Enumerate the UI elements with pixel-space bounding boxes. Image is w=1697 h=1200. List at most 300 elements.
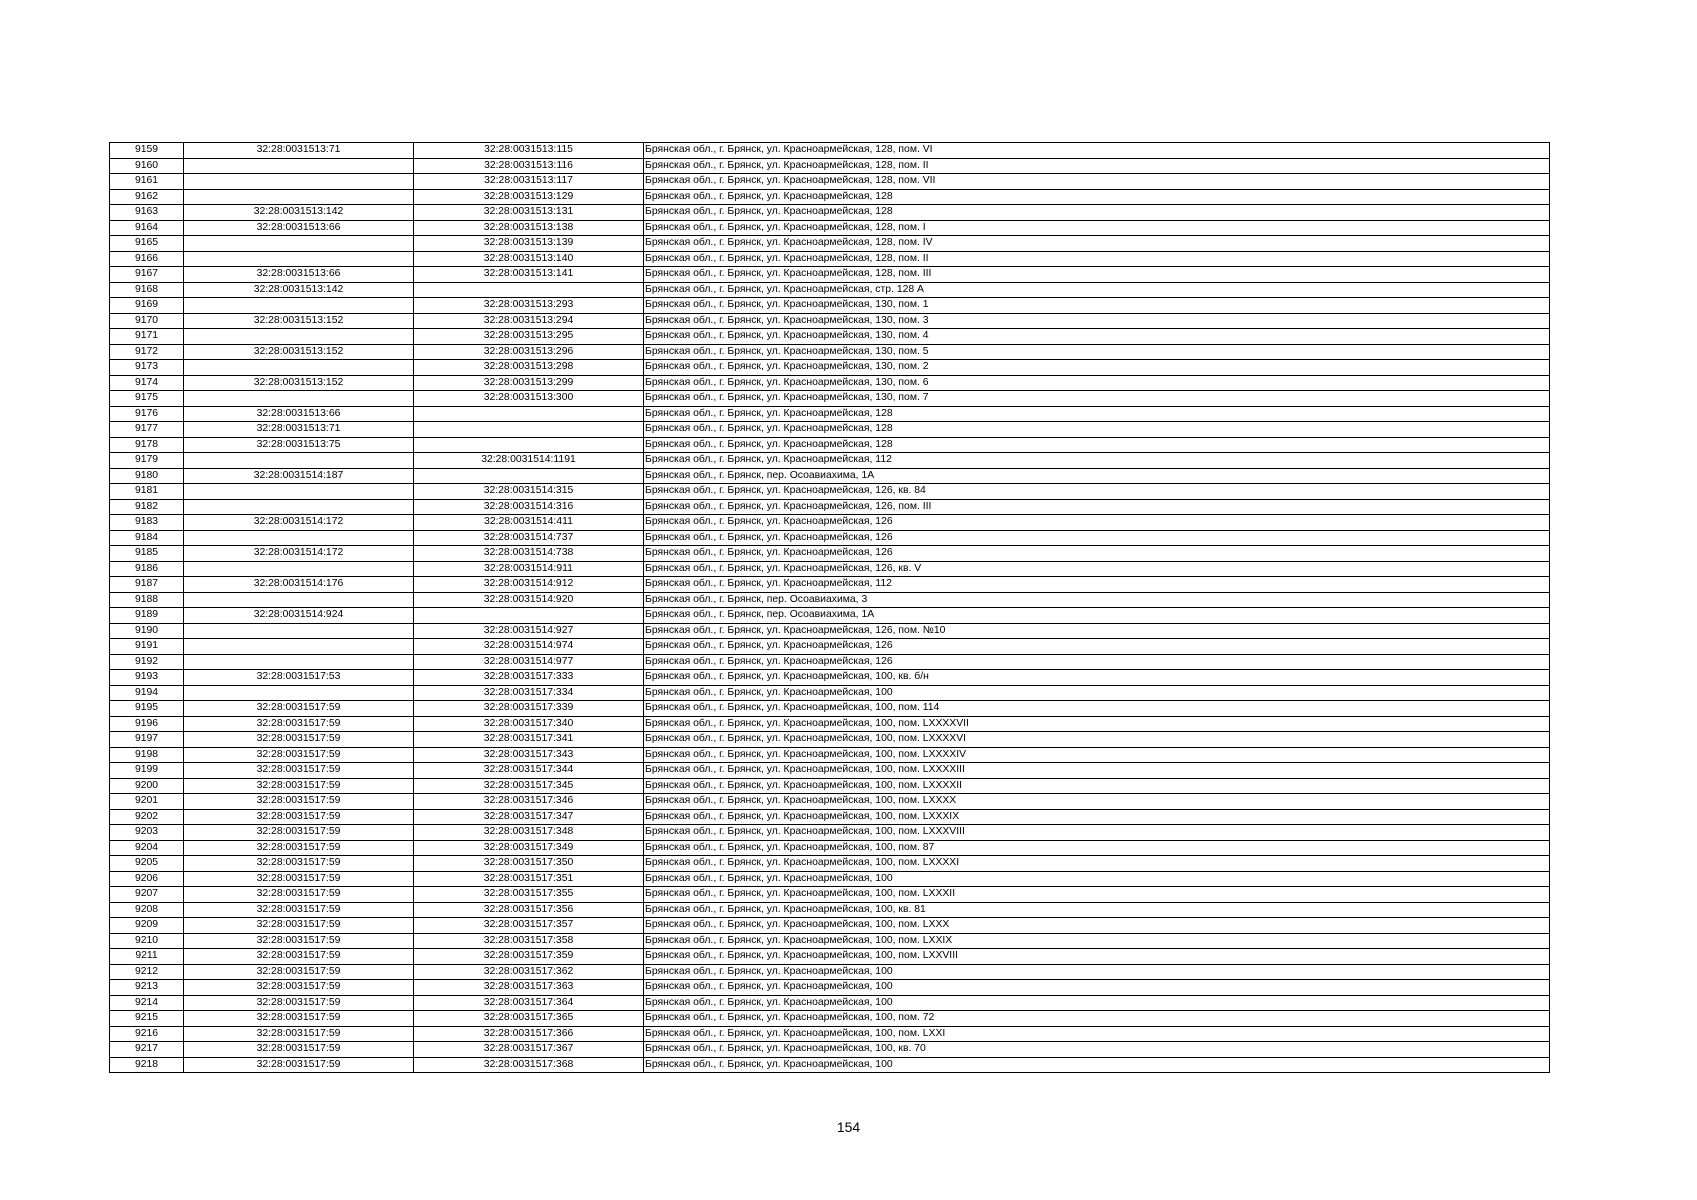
object-number-cell: 32:28:0031514:411	[414, 515, 644, 531]
object-number-cell: 32:28:0031517:340	[414, 716, 644, 732]
address-cell: Брянская обл., г. Брянск, ул. Красноармейская, 128	[644, 422, 1550, 438]
parcel-number-cell: 32:28:0031514:172	[184, 515, 414, 531]
table-row	[110, 143, 1550, 159]
parcel-number-cell: 32:28:0031514:176	[184, 577, 414, 593]
table-row	[110, 949, 1550, 965]
table-row	[110, 468, 1550, 484]
address-cell: Брянская обл., г. Брянск, ул. Красноармейская, 100	[644, 995, 1550, 1011]
table-row	[110, 453, 1550, 469]
row-number-cell: 9208	[110, 902, 184, 918]
object-number-cell: 32:28:0031513:293	[414, 298, 644, 314]
address-cell: Брянская обл., г. Брянск, ул. Красноармейская, 100, пом. LXXXXII	[644, 778, 1550, 794]
row-number-cell: 9215	[110, 1011, 184, 1027]
object-number-cell: 32:28:0031513:116	[414, 158, 644, 174]
object-number-cell: 32:28:0031513:131	[414, 205, 644, 221]
table-row	[110, 639, 1550, 655]
parcel-number-cell: 32:28:0031513:71	[184, 422, 414, 438]
address-cell: Брянская обл., г. Брянск, ул. Красноармейская, 128, пом. II	[644, 158, 1550, 174]
table-row	[110, 964, 1550, 980]
parcel-number-cell: 32:28:0031513:66	[184, 406, 414, 422]
address-cell: Брянская обл., г. Брянск, ул. Красноармейская, 126	[644, 654, 1550, 670]
table-row	[110, 375, 1550, 391]
object-number-cell: 32:28:0031513:140	[414, 251, 644, 267]
table-row	[110, 654, 1550, 670]
address-cell: Брянская обл., г. Брянск, ул. Красноармейская, 128	[644, 189, 1550, 205]
table-row	[110, 205, 1550, 221]
parcel-number-cell	[184, 189, 414, 205]
table-row	[110, 608, 1550, 624]
object-number-cell: 32:28:0031517:348	[414, 825, 644, 841]
table-row	[110, 313, 1550, 329]
address-cell: Брянская обл., г. Брянск, пер. Осоавиахима, 1А	[644, 608, 1550, 624]
table-row	[110, 251, 1550, 267]
parcel-number-cell: 32:28:0031517:59	[184, 949, 414, 965]
parcel-number-cell	[184, 592, 414, 608]
object-number-cell: 32:28:0031517:356	[414, 902, 644, 918]
parcel-number-cell: 32:28:0031517:59	[184, 763, 414, 779]
object-number-cell: 32:28:0031517:357	[414, 918, 644, 934]
row-number-cell: 9192	[110, 654, 184, 670]
parcel-number-cell: 32:28:0031517:59	[184, 825, 414, 841]
object-number-cell: 32:28:0031513:129	[414, 189, 644, 205]
table-row	[110, 174, 1550, 190]
address-cell: Брянская обл., г. Брянск, ул. Красноармейская, 128, пом. IV	[644, 236, 1550, 252]
parcel-number-cell	[184, 251, 414, 267]
object-number-cell	[414, 422, 644, 438]
row-number-cell: 9190	[110, 623, 184, 639]
table-row	[110, 732, 1550, 748]
address-cell: Брянская обл., г. Брянск, ул. Красноармейская, 100, кв. б/н	[644, 670, 1550, 686]
row-number-cell: 9218	[110, 1057, 184, 1073]
row-number-cell: 9210	[110, 933, 184, 949]
object-number-cell: 32:28:0031517:333	[414, 670, 644, 686]
parcel-number-cell	[184, 530, 414, 546]
table-row	[110, 685, 1550, 701]
address-cell: Брянская обл., г. Брянск, ул. Красноармейская, 100	[644, 1057, 1550, 1073]
object-number-cell: 32:28:0031517:339	[414, 701, 644, 717]
page-number: 154	[836, 1119, 861, 1135]
row-number-cell: 9204	[110, 840, 184, 856]
parcel-number-cell: 32:28:0031517:59	[184, 887, 414, 903]
parcel-number-cell: 32:28:0031517:59	[184, 747, 414, 763]
parcel-number-cell	[184, 484, 414, 500]
table-row	[110, 778, 1550, 794]
address-cell: Брянская обл., г. Брянск, ул. Красноармейская, 126, кв. 84	[644, 484, 1550, 500]
object-number-cell: 32:28:0031513:141	[414, 267, 644, 283]
address-cell: Брянская обл., г. Брянск, ул. Красноармейская, 112	[644, 453, 1550, 469]
row-number-cell: 9213	[110, 980, 184, 996]
parcel-number-cell: 32:28:0031517:59	[184, 902, 414, 918]
address-cell: Брянская обл., г. Брянск, ул. Красноармейская, 100, пом. LXXXX	[644, 794, 1550, 810]
table-row	[110, 422, 1550, 438]
parcel-number-cell: 32:28:0031517:59	[184, 1026, 414, 1042]
table-row	[110, 329, 1550, 345]
parcel-number-cell: 32:28:0031513:152	[184, 375, 414, 391]
table-row	[110, 592, 1550, 608]
row-number-cell: 9160	[110, 158, 184, 174]
table-row	[110, 902, 1550, 918]
object-number-cell: 32:28:0031514:315	[414, 484, 644, 500]
object-number-cell: 32:28:0031514:911	[414, 561, 644, 577]
table-row	[110, 887, 1550, 903]
table-row	[110, 220, 1550, 236]
address-cell: Брянская обл., г. Брянск, ул. Красноармейская, 126	[644, 530, 1550, 546]
address-cell: Брянская обл., г. Брянск, ул. Красноармейская, 126, пом. №10	[644, 623, 1550, 639]
object-number-cell: 32:28:0031517:349	[414, 840, 644, 856]
address-cell: Брянская обл., г. Брянск, ул. Красноармейская, 100, пом. LXXXXVII	[644, 716, 1550, 732]
address-cell: Брянская обл., г. Брянск, ул. Красноармейская, 100	[644, 685, 1550, 701]
parcel-number-cell: 32:28:0031513:142	[184, 282, 414, 298]
row-number-cell: 9193	[110, 670, 184, 686]
row-number-cell: 9199	[110, 763, 184, 779]
row-number-cell: 9161	[110, 174, 184, 190]
row-number-cell: 9196	[110, 716, 184, 732]
row-number-cell: 9171	[110, 329, 184, 345]
table-row	[110, 918, 1550, 934]
row-number-cell: 9164	[110, 220, 184, 236]
address-cell: Брянская обл., г. Брянск, ул. Красноармейская, 130, пом. 4	[644, 329, 1550, 345]
object-number-cell: 32:28:0031513:295	[414, 329, 644, 345]
row-number-cell: 9177	[110, 422, 184, 438]
address-cell: Брянская обл., г. Брянск, ул. Красноармейская, 130, пом. 6	[644, 375, 1550, 391]
table-row	[110, 809, 1550, 825]
table-row	[110, 763, 1550, 779]
parcel-number-cell	[184, 236, 414, 252]
parcel-number-cell: 32:28:0031517:59	[184, 856, 414, 872]
address-cell: Брянская обл., г. Брянск, пер. Осоавиахима, 1А	[644, 468, 1550, 484]
parcel-number-cell: 32:28:0031514:924	[184, 608, 414, 624]
table-row	[110, 236, 1550, 252]
parcel-number-cell: 32:28:0031517:53	[184, 670, 414, 686]
table-row	[110, 716, 1550, 732]
parcel-number-cell: 32:28:0031517:59	[184, 980, 414, 996]
parcel-number-cell: 32:28:0031517:59	[184, 778, 414, 794]
parcel-number-cell: 32:28:0031517:59	[184, 840, 414, 856]
object-number-cell: 32:28:0031513:298	[414, 360, 644, 376]
row-number-cell: 9176	[110, 406, 184, 422]
row-number-cell: 9162	[110, 189, 184, 205]
table-row	[110, 267, 1550, 283]
table-row	[110, 1011, 1550, 1027]
parcel-number-cell: 32:28:0031517:59	[184, 732, 414, 748]
address-cell: Брянская обл., г. Брянск, ул. Красноармейская, 100, пом. LXXX	[644, 918, 1550, 934]
row-number-cell: 9200	[110, 778, 184, 794]
parcel-number-cell	[184, 654, 414, 670]
object-number-cell: 32:28:0031514:737	[414, 530, 644, 546]
table-row	[110, 406, 1550, 422]
row-number-cell: 9198	[110, 747, 184, 763]
cadastral-table	[109, 142, 1550, 1073]
row-number-cell: 9184	[110, 530, 184, 546]
table-row	[110, 747, 1550, 763]
table-row	[110, 701, 1550, 717]
address-cell: Брянская обл., г. Брянск, ул. Красноармейская, 126, пом. III	[644, 499, 1550, 515]
object-number-cell: 32:28:0031513:115	[414, 143, 644, 159]
row-number-cell: 9201	[110, 794, 184, 810]
row-number-cell: 9212	[110, 964, 184, 980]
parcel-number-cell	[184, 158, 414, 174]
address-cell: Брянская обл., г. Брянск, ул. Красноармейская, 100, пом. 114	[644, 701, 1550, 717]
address-cell: Брянская обл., г. Брянск, ул. Красноармейская, 100, пом. LXXIX	[644, 933, 1550, 949]
parcel-number-cell	[184, 391, 414, 407]
row-number-cell: 9188	[110, 592, 184, 608]
object-number-cell: 32:28:0031517:365	[414, 1011, 644, 1027]
table-row	[110, 1057, 1550, 1073]
object-number-cell: 32:28:0031517:344	[414, 763, 644, 779]
parcel-number-cell	[184, 329, 414, 345]
parcel-number-cell	[184, 360, 414, 376]
parcel-number-cell	[184, 453, 414, 469]
object-number-cell: 32:28:0031513:299	[414, 375, 644, 391]
table-row	[110, 623, 1550, 639]
address-cell: Брянская обл., г. Брянск, ул. Красноармейская, 126	[644, 515, 1550, 531]
address-cell: Брянская обл., г. Брянск, ул. Красноармейская, 128, пом. VII	[644, 174, 1550, 190]
object-number-cell: 32:28:0031517:355	[414, 887, 644, 903]
row-number-cell: 9173	[110, 360, 184, 376]
row-number-cell: 9203	[110, 825, 184, 841]
parcel-number-cell: 32:28:0031517:59	[184, 1011, 414, 1027]
table-row	[110, 995, 1550, 1011]
address-cell: Брянская обл., г. Брянск, ул. Красноармейская, 100	[644, 980, 1550, 996]
address-cell: Брянская обл., г. Брянск, ул. Красноармейская, 128	[644, 406, 1550, 422]
table-row	[110, 825, 1550, 841]
row-number-cell: 9168	[110, 282, 184, 298]
row-number-cell: 9209	[110, 918, 184, 934]
address-cell: Брянская обл., г. Брянск, ул. Красноармейская, 130, пом. 1	[644, 298, 1550, 314]
row-number-cell: 9202	[110, 809, 184, 825]
row-number-cell: 9178	[110, 437, 184, 453]
parcel-number-cell: 32:28:0031517:59	[184, 794, 414, 810]
object-number-cell: 32:28:0031517:362	[414, 964, 644, 980]
parcel-number-cell: 32:28:0031517:59	[184, 933, 414, 949]
address-cell: Брянская обл., г. Брянск, ул. Красноармейская, 100, пом. 87	[644, 840, 1550, 856]
table-row	[110, 344, 1550, 360]
row-number-cell: 9179	[110, 453, 184, 469]
table-row	[110, 933, 1550, 949]
table-row	[110, 1026, 1550, 1042]
table-row	[110, 499, 1550, 515]
object-number-cell: 32:28:0031517:345	[414, 778, 644, 794]
parcel-number-cell: 32:28:0031514:172	[184, 546, 414, 562]
address-cell: Брянская обл., г. Брянск, ул. Красноармейская, 130, пом. 5	[644, 344, 1550, 360]
table-row	[110, 158, 1550, 174]
parcel-number-cell	[184, 623, 414, 639]
address-cell: Брянская обл., г. Брянск, ул. Красноармейская, 126	[644, 546, 1550, 562]
address-cell: Брянская обл., г. Брянск, ул. Красноармейская, 128, пом. VI	[644, 143, 1550, 159]
table-row	[110, 515, 1550, 531]
table-row	[110, 840, 1550, 856]
object-number-cell: 32:28:0031514:738	[414, 546, 644, 562]
parcel-number-cell: 32:28:0031513:152	[184, 313, 414, 329]
row-number-cell: 9207	[110, 887, 184, 903]
address-cell: Брянская обл., г. Брянск, ул. Красноармейская, 100, пом. LXXXII	[644, 887, 1550, 903]
address-cell: Брянская обл., г. Брянск, ул. Красноармейская, 100, пом. LXXXIX	[644, 809, 1550, 825]
object-number-cell: 32:28:0031517:359	[414, 949, 644, 965]
address-cell: Брянская обл., г. Брянск, ул. Красноармейская, 100, пом. LXXI	[644, 1026, 1550, 1042]
row-number-cell: 9181	[110, 484, 184, 500]
row-number-cell: 9163	[110, 205, 184, 221]
object-number-cell: 32:28:0031514:920	[414, 592, 644, 608]
parcel-number-cell: 32:28:0031517:59	[184, 1042, 414, 1058]
address-cell: Брянская обл., г. Брянск, ул. Красноармейская, 128	[644, 205, 1550, 221]
object-number-cell	[414, 437, 644, 453]
parcel-number-cell: 32:28:0031513:75	[184, 437, 414, 453]
table-row	[110, 546, 1550, 562]
parcel-number-cell: 32:28:0031517:59	[184, 964, 414, 980]
parcel-number-cell	[184, 639, 414, 655]
object-number-cell	[414, 608, 644, 624]
object-number-cell: 32:28:0031513:139	[414, 236, 644, 252]
row-number-cell: 9182	[110, 499, 184, 515]
object-number-cell: 32:28:0031514:912	[414, 577, 644, 593]
row-number-cell: 9183	[110, 515, 184, 531]
object-number-cell: 32:28:0031517:368	[414, 1057, 644, 1073]
address-cell: Брянская обл., г. Брянск, ул. Красноармейская, 126, кв. V	[644, 561, 1550, 577]
row-number-cell: 9189	[110, 608, 184, 624]
address-cell: Брянская обл., г. Брянск, ул. Красноармейская, 112	[644, 577, 1550, 593]
row-number-cell: 9175	[110, 391, 184, 407]
row-number-cell: 9172	[110, 344, 184, 360]
object-number-cell: 32:28:0031513:117	[414, 174, 644, 190]
parcel-number-cell	[184, 174, 414, 190]
parcel-number-cell: 32:28:0031517:59	[184, 701, 414, 717]
row-number-cell: 9206	[110, 871, 184, 887]
object-number-cell: 32:28:0031514:974	[414, 639, 644, 655]
address-cell: Брянская обл., г. Брянск, ул. Красноармейская, 100, пом. 72	[644, 1011, 1550, 1027]
table-row	[110, 561, 1550, 577]
row-number-cell: 9174	[110, 375, 184, 391]
object-number-cell: 32:28:0031517:358	[414, 933, 644, 949]
parcel-number-cell: 32:28:0031513:66	[184, 267, 414, 283]
row-number-cell: 9197	[110, 732, 184, 748]
table-row	[110, 1042, 1550, 1058]
address-cell: Брянская обл., г. Брянск, ул. Красноармейская, 100, пом. LXXVIII	[644, 949, 1550, 965]
object-number-cell: 32:28:0031517:350	[414, 856, 644, 872]
address-cell: Брянская обл., г. Брянск, ул. Красноармейская, 130, пом. 7	[644, 391, 1550, 407]
address-cell: Брянская обл., г. Брянск, ул. Красноармейская, 100, пом. LXXXXIV	[644, 747, 1550, 763]
address-cell: Брянская обл., г. Брянск, ул. Красноармейская, 126	[644, 639, 1550, 655]
table-row	[110, 856, 1550, 872]
object-number-cell: 32:28:0031517:334	[414, 685, 644, 701]
object-number-cell: 32:28:0031514:316	[414, 499, 644, 515]
table-row	[110, 577, 1550, 593]
address-cell: Брянская обл., г. Брянск, ул. Красноармейская, 128, пом. III	[644, 267, 1550, 283]
object-number-cell: 32:28:0031513:296	[414, 344, 644, 360]
parcel-number-cell: 32:28:0031517:59	[184, 1057, 414, 1073]
parcel-number-cell: 32:28:0031517:59	[184, 809, 414, 825]
row-number-cell: 9205	[110, 856, 184, 872]
address-cell: Брянская обл., г. Брянск, ул. Красноармейская, стр. 128 А	[644, 282, 1550, 298]
row-number-cell: 9180	[110, 468, 184, 484]
object-number-cell: 32:28:0031514:927	[414, 623, 644, 639]
address-cell: Брянская обл., г. Брянск, ул. Красноармейская, 100, кв. 70	[644, 1042, 1550, 1058]
row-number-cell: 9216	[110, 1026, 184, 1042]
row-number-cell: 9185	[110, 546, 184, 562]
parcel-number-cell: 32:28:0031513:71	[184, 143, 414, 159]
row-number-cell: 9191	[110, 639, 184, 655]
object-number-cell: 32:28:0031517:363	[414, 980, 644, 996]
address-cell: Брянская обл., г. Брянск, ул. Красноармейская, 128, пом. II	[644, 251, 1550, 267]
parcel-number-cell	[184, 499, 414, 515]
address-cell: Брянская обл., г. Брянск, ул. Красноармейская, 130, пом. 2	[644, 360, 1550, 376]
parcel-number-cell: 32:28:0031513:142	[184, 205, 414, 221]
parcel-number-cell: 32:28:0031513:152	[184, 344, 414, 360]
object-number-cell	[414, 282, 644, 298]
object-number-cell: 32:28:0031514:1191	[414, 453, 644, 469]
object-number-cell: 32:28:0031513:138	[414, 220, 644, 236]
address-cell: Брянская обл., г. Брянск, ул. Красноармейская, 100, пом. LXXXXI	[644, 856, 1550, 872]
row-number-cell: 9167	[110, 267, 184, 283]
object-number-cell: 32:28:0031517:364	[414, 995, 644, 1011]
table-row	[110, 282, 1550, 298]
parcel-number-cell: 32:28:0031517:59	[184, 995, 414, 1011]
row-number-cell: 9217	[110, 1042, 184, 1058]
object-number-cell	[414, 468, 644, 484]
table-body	[110, 143, 1550, 1073]
object-number-cell: 32:28:0031517:347	[414, 809, 644, 825]
object-number-cell: 32:28:0031517:351	[414, 871, 644, 887]
object-number-cell: 32:28:0031517:341	[414, 732, 644, 748]
parcel-number-cell	[184, 561, 414, 577]
address-cell: Брянская обл., г. Брянск, пер. Осоавиахима, 3	[644, 592, 1550, 608]
row-number-cell: 9166	[110, 251, 184, 267]
address-cell: Брянская обл., г. Брянск, ул. Красноармейская, 128, пом. I	[644, 220, 1550, 236]
row-number-cell: 9214	[110, 995, 184, 1011]
table-row	[110, 794, 1550, 810]
row-number-cell: 9159	[110, 143, 184, 159]
table-row	[110, 484, 1550, 500]
object-number-cell: 32:28:0031517:367	[414, 1042, 644, 1058]
address-cell: Брянская обл., г. Брянск, ул. Красноармейская, 100, пом. LXXXXIII	[644, 763, 1550, 779]
table-row	[110, 670, 1550, 686]
table-row	[110, 530, 1550, 546]
table-row	[110, 360, 1550, 376]
parcel-number-cell: 32:28:0031517:59	[184, 871, 414, 887]
address-cell: Брянская обл., г. Брянск, ул. Красноармейская, 128	[644, 437, 1550, 453]
object-number-cell	[414, 406, 644, 422]
address-cell: Брянская обл., г. Брянск, ул. Красноармейская, 100, пом. LXXXXVI	[644, 732, 1550, 748]
table-row	[110, 437, 1550, 453]
object-number-cell: 32:28:0031517:366	[414, 1026, 644, 1042]
row-number-cell: 9165	[110, 236, 184, 252]
address-cell: Брянская обл., г. Брянск, ул. Красноармейская, 130, пом. 3	[644, 313, 1550, 329]
table-row	[110, 391, 1550, 407]
table-row	[110, 298, 1550, 314]
parcel-number-cell: 32:28:0031514:187	[184, 468, 414, 484]
address-cell: Брянская обл., г. Брянск, ул. Красноармейская, 100, пом. LXXXVIII	[644, 825, 1550, 841]
row-number-cell: 9211	[110, 949, 184, 965]
table-row	[110, 871, 1550, 887]
object-number-cell: 32:28:0031513:294	[414, 313, 644, 329]
row-number-cell: 9186	[110, 561, 184, 577]
row-number-cell: 9169	[110, 298, 184, 314]
object-number-cell: 32:28:0031514:977	[414, 654, 644, 670]
parcel-number-cell: 32:28:0031517:59	[184, 918, 414, 934]
object-number-cell: 32:28:0031517:343	[414, 747, 644, 763]
row-number-cell: 9187	[110, 577, 184, 593]
parcel-number-cell: 32:28:0031513:66	[184, 220, 414, 236]
parcel-number-cell	[184, 685, 414, 701]
row-number-cell: 9170	[110, 313, 184, 329]
table-row	[110, 189, 1550, 205]
table-row	[110, 980, 1550, 996]
parcel-number-cell	[184, 298, 414, 314]
address-cell: Брянская обл., г. Брянск, ул. Красноармейская, 100	[644, 871, 1550, 887]
object-number-cell: 32:28:0031517:346	[414, 794, 644, 810]
object-number-cell: 32:28:0031513:300	[414, 391, 644, 407]
address-cell: Брянская обл., г. Брянск, ул. Красноармейская, 100, кв. 81	[644, 902, 1550, 918]
row-number-cell: 9194	[110, 685, 184, 701]
